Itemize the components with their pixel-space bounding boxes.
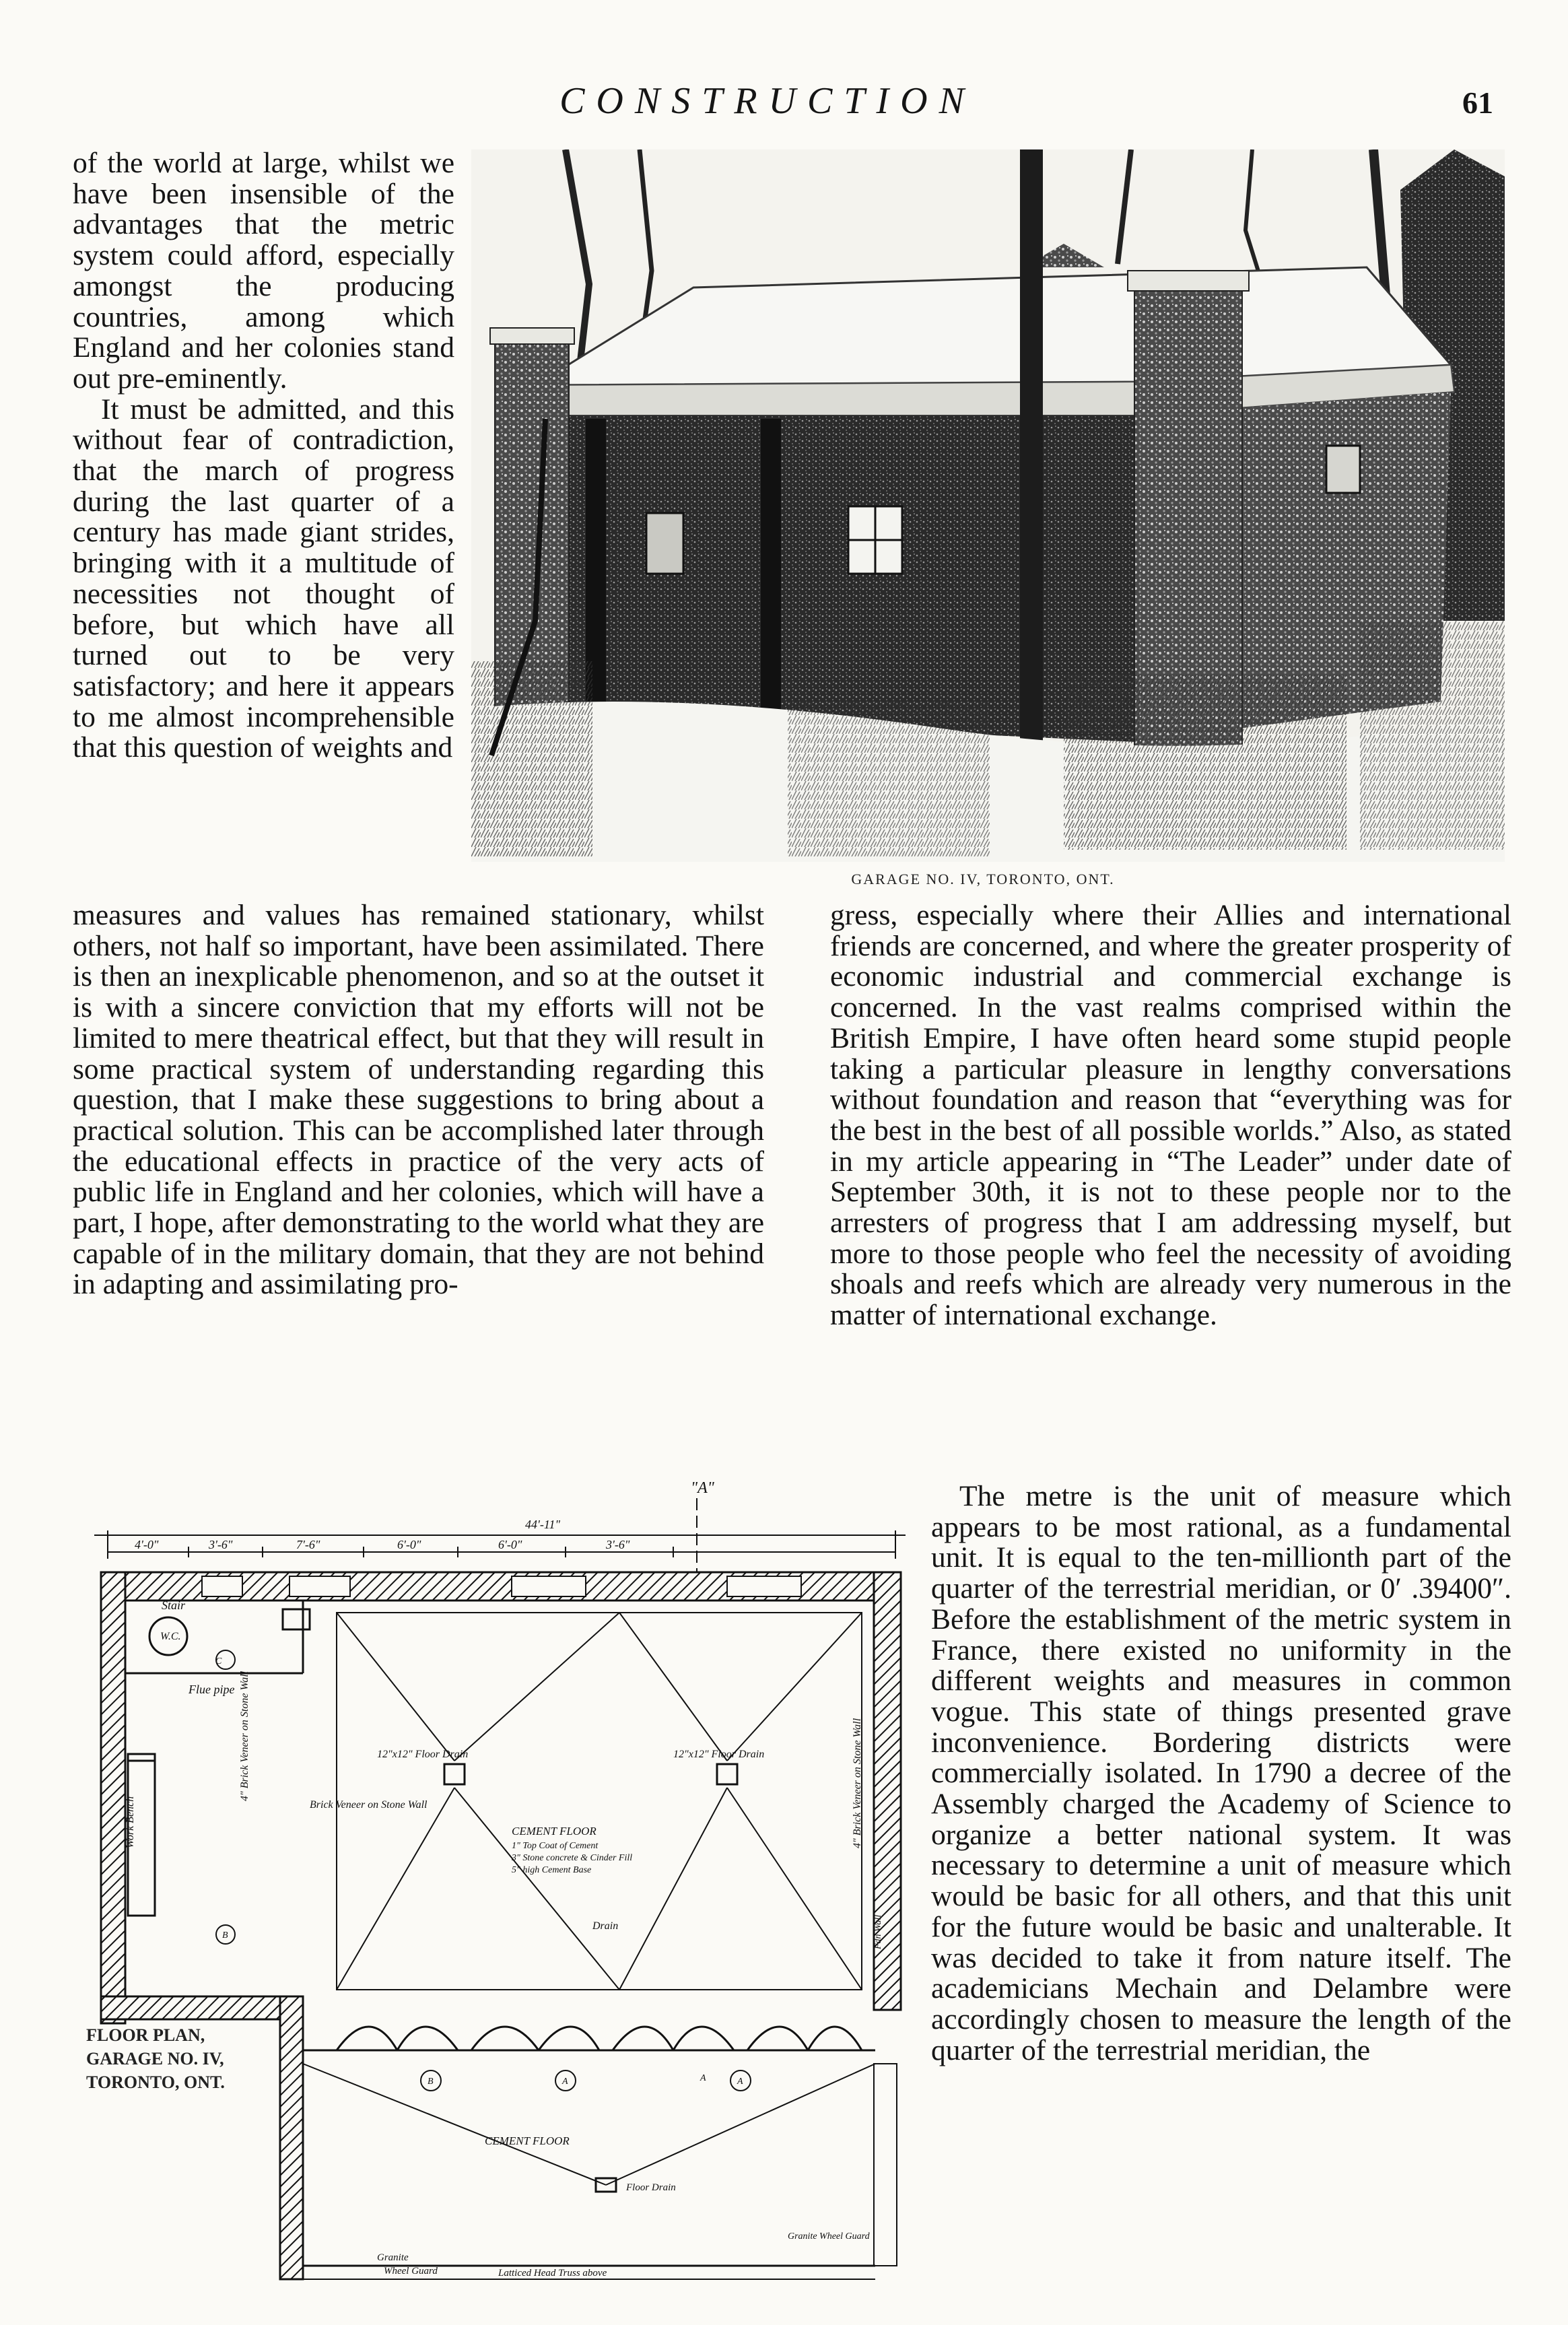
- plan-label-floor-spec-3: 5" high Cement Base: [512, 1865, 592, 1875]
- plan-label-fdn-wall: Fdn Wall: [873, 1914, 883, 1949]
- paragraph-continuation: of the world at large, whilst we have been insensible of the advantages that the metric system could afford, especially amongst the producing countries, among which England and her colonies stand out pre-eminently.: [73, 147, 454, 395]
- floor-plan-caption: [86, 2023, 261, 2094]
- paragraph-progress: It must be admitted, and this without fear of contradiction, that the march of progress during the last quarter of a century has made giant strides, bringing with it a multitude of necessities not thought of before, but which have all turned out to be very satisfactory; and here it appears to me almost incomprehensible that this question of weights and: [73, 393, 454, 764]
- plan-label-brick-veneer-right: 4" Brick Veneer on Stone Wall: [852, 1718, 863, 1848]
- plan-label-dim-5: 6'-0": [498, 1538, 522, 1551]
- plan-label-dim-2: 3'-6": [209, 1538, 233, 1551]
- plan-label-floor-spec-1: 1" Top Coat of Cement: [512, 1841, 599, 1851]
- plan-label-brick-veneer-left: 4" Brick Veneer on Stone Wall: [239, 1671, 250, 1801]
- plan-label-door-a1: A: [562, 2077, 568, 2087]
- paragraph-progress-allies: gress, especially where their Allies and international friends are concerned, and where the greater prosperity of economic industrial and commercial exchange is concerned. In the vast realms comprised within the British Empire, I have often heard some stupid people taking a particular pleasure in lengthy conversations without foundation and reason that “everything was for the best in the best of all possible worlds.” Also, as stated in my article appearing in “The Leader” under date of September 30th, it is not to these people nor to the arresters of progress that I am addressing myself, but more to those people who feel the necessity of avoiding shoals and reefs which are already very numerous in the matter of international exchange.: [830, 899, 1511, 1332]
- paragraph-metre: The metre is the unit of measure which appears to be most rational, as a fundamental unit. It is equal to the ten-millionth part of the quarter of the terrestrial meridian, or 0′ .39400″. Before the establishment of the metric system in France, there existed no uniformity in the different weights and measures in common vogue. This state of things presented grave inconvenience. Bordering districts were commercially isolated. In 1790 a decree of the Assembly charged the Academy of Science to organize a better national system. It was necessary to determine a unit of measure which would be basic for all others, and that this unit for the future would be basic and unalterable. It was decided to take it from nature itself. The academicians Mechain and Delambre were accordingly chosen to measure the length of the quarter of the terrestrial meridian, the: [931, 1480, 1511, 2066]
- plan-label-granite-2: Granite Wheel Guard: [788, 2231, 870, 2242]
- garage-photograph: [471, 149, 1505, 862]
- plan-label-door-a3: A: [700, 2073, 706, 2083]
- paragraph-measures: measures and values has remained stationary, whilst others, not half so important, have been assimilated. There is then an inexplicable phenomenon, and so at the outset it is with a sincere conviction that my efforts will not be limited to mere theatrical effect, but that they will result in some practical system of understanding regarding this question, that I make these suggestions to bring about a practical solution. This can be accomplished later through the educational effects in practice of the very acts of public life in England and her colonies, which will have a part, I hope, after demonstrating to the world what they are capable of in the military domain, that they are not behind in adapting and assimilating pro-: [73, 899, 764, 1301]
- plan-label-door-a2: A: [737, 2077, 743, 2087]
- plan-label-cement-floor-2: CEMENT FLOOR: [485, 2134, 570, 2147]
- photo-caption: GARAGE NO. IV, TORONTO, ONT.: [851, 871, 1115, 887]
- plan-label-wheel-guard: Wheel Guard: [384, 2266, 438, 2277]
- left-column-bottom: [73, 900, 764, 1300]
- plan-label-cement-floor-1: CEMENT FLOOR: [512, 1825, 596, 1838]
- floor-plan-svg: [81, 1471, 919, 2316]
- plan-label-floor-drain-3: Floor Drain: [626, 2182, 676, 2193]
- plan-label-stair: Stair: [162, 1598, 186, 1612]
- plan-label-circle-b: B: [222, 1930, 228, 1941]
- plan-label-overall-dim: 44'-11": [525, 1518, 561, 1531]
- left-column-top: [73, 148, 454, 764]
- floor-plan-caption-line-2: GARAGE NO. IV,: [86, 2049, 224, 2068]
- plan-label-work-bench: Work Bench: [125, 1796, 136, 1848]
- plan-label-wc: W.C.: [160, 1631, 181, 1642]
- plan-label-dim-left: 4'-0": [135, 1538, 159, 1551]
- plan-label-drain: Drain: [592, 1920, 619, 1932]
- plan-label-dim-4: 6'-0": [397, 1538, 421, 1551]
- floor-plan-drawing: [81, 1471, 919, 2316]
- plan-label-lattice-truss: Latticed Head Truss above: [498, 2268, 607, 2279]
- floor-plan-caption-line-3: TORONTO, ONT.: [86, 2073, 225, 2092]
- plan-label-floor-drain-2: 12"x12" Floor Drain: [673, 1749, 765, 1760]
- floor-plan-caption-line-1: FLOOR PLAN,: [86, 2025, 205, 2045]
- page-number: 61: [1462, 86, 1493, 120]
- plan-label-circle-c: C: [215, 1656, 222, 1666]
- plan-label-dim-3: 7'-6": [296, 1538, 320, 1551]
- running-header-title: CONSTRUCTION: [559, 80, 976, 122]
- plan-label-granite-1: Granite: [377, 2252, 409, 2263]
- right-column-top: [830, 900, 1511, 1331]
- plan-label-brick-veneer: Brick Veneer on Stone Wall: [310, 1799, 428, 1811]
- plan-label-section-mark: "A": [691, 1479, 714, 1497]
- plan-label-door-b1: B: [428, 2077, 434, 2087]
- garage-photo-illustration: [471, 149, 1505, 862]
- right-column-bottom: [931, 1481, 1511, 2066]
- plan-label-flue-pipe: Flue pipe: [189, 1683, 235, 1696]
- plan-label-floor-drain-1: 12"x12" Floor Drain: [377, 1749, 469, 1760]
- plan-label-floor-spec-2: 3" Stone concrete & Cinder Fill: [512, 1853, 633, 1863]
- plan-label-dim-6: 3'-6": [606, 1538, 630, 1551]
